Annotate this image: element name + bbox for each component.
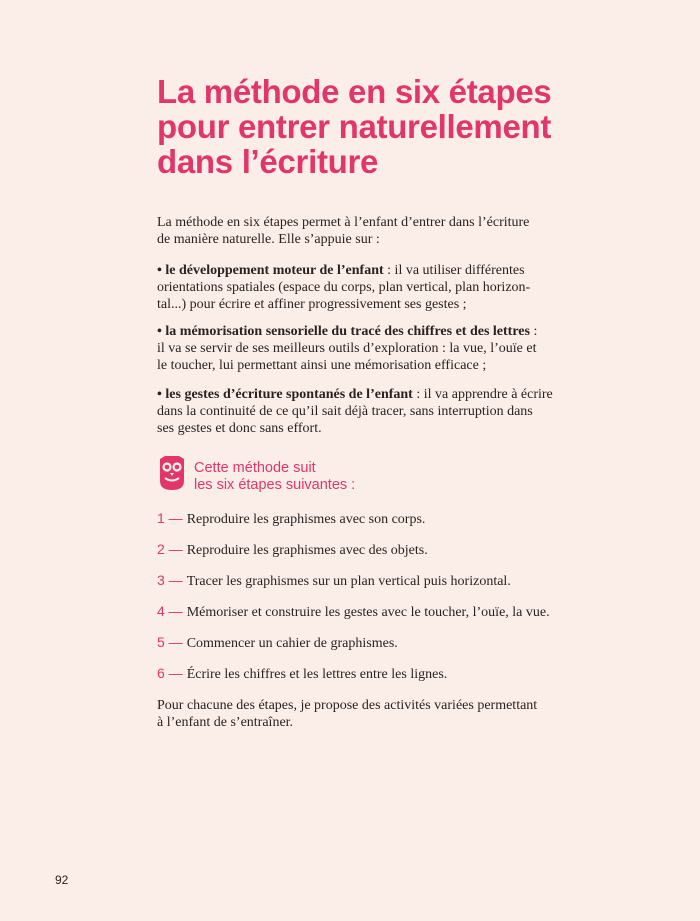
bullet-bold: • le développement moteur de l’enfant [157,263,384,278]
bullet-line: orientations spatiales (espace du corps, plan vertical, plan horizon- [157,280,531,295]
intro-line: La méthode en six étapes permet à l’enfant d’entrer dans l’écriture [157,215,530,230]
step-number: 1 — [157,510,183,526]
owl-icon [157,455,187,491]
step-number: 6 — [157,665,183,681]
step-number: 3 — [157,572,183,588]
bullet-line: ses gestes et donc sans effort. [157,421,322,436]
step-item [157,634,398,652]
bullet-line: il va se servir de ses meilleurs outils d’exploration : la vue, l’ouïe et [157,341,537,356]
bullet-line: dans la continuité de ce qu’il sait déjà tracer, sans interruption dans [157,404,533,419]
step-item [157,665,447,683]
bullet-text: : il va utiliser différentes [383,263,525,278]
step-text: Mémoriser et construire les gestes avec le toucher, l’ouïe, la vue. [186,605,550,620]
title-line: La méthode en six étapes [157,73,552,110]
title-line: dans l’écriture [157,143,379,180]
bullet-item [157,323,547,374]
page-number: 92 [55,873,69,887]
step-item [157,510,425,528]
outro-line: Pour chacune des étapes, je propose des activités variées permettant [157,698,538,713]
step-number: 4 — [157,603,183,619]
step-item [157,572,511,590]
step-text: Reproduire les graphismes avec son corps. [186,512,426,527]
bullet-text: : il va apprendre à écrire [412,387,553,402]
steps-callout [157,455,457,495]
page-title [157,74,577,179]
step-text: Reproduire les graphismes avec des objets. [186,543,428,558]
step-item [157,603,550,621]
intro-paragraph [157,214,547,248]
title-line: pour entrer naturellement [157,108,552,145]
intro-line: de manière naturelle. Elle s’appuie sur : [157,232,380,247]
outro-paragraph [157,697,547,731]
bullet-item [157,386,553,437]
bullet-item [157,262,547,313]
step-text: Commencer un cahier de graphismes. [186,636,398,651]
outro-line: à l’enfant de s’entraîner. [157,715,294,730]
bullet-bold: • la mémorisation sensorielle du tracé des chiffres et des lettres [157,324,530,339]
bullet-line: le toucher, lui permettant ainsi une mémorisation efficace ; [157,358,487,373]
step-text: Écrire les chiffres et les lettres entre les lignes. [186,667,448,682]
bullet-line: tal...) pour écrire et affiner progressivement ses gestes ; [157,297,467,312]
step-item [157,541,428,559]
callout-line: Cette méthode suit [194,460,316,476]
step-number: 2 — [157,541,183,557]
bullet-bold: • les gestes d’écriture spontanés de l’enfant [157,387,413,402]
callout-line: les six étapes suivantes : [194,477,356,493]
step-number: 5 — [157,634,183,650]
step-text: Tracer les graphismes sur un plan vertical puis horizontal. [186,574,511,589]
bullet-text: : [529,324,538,339]
